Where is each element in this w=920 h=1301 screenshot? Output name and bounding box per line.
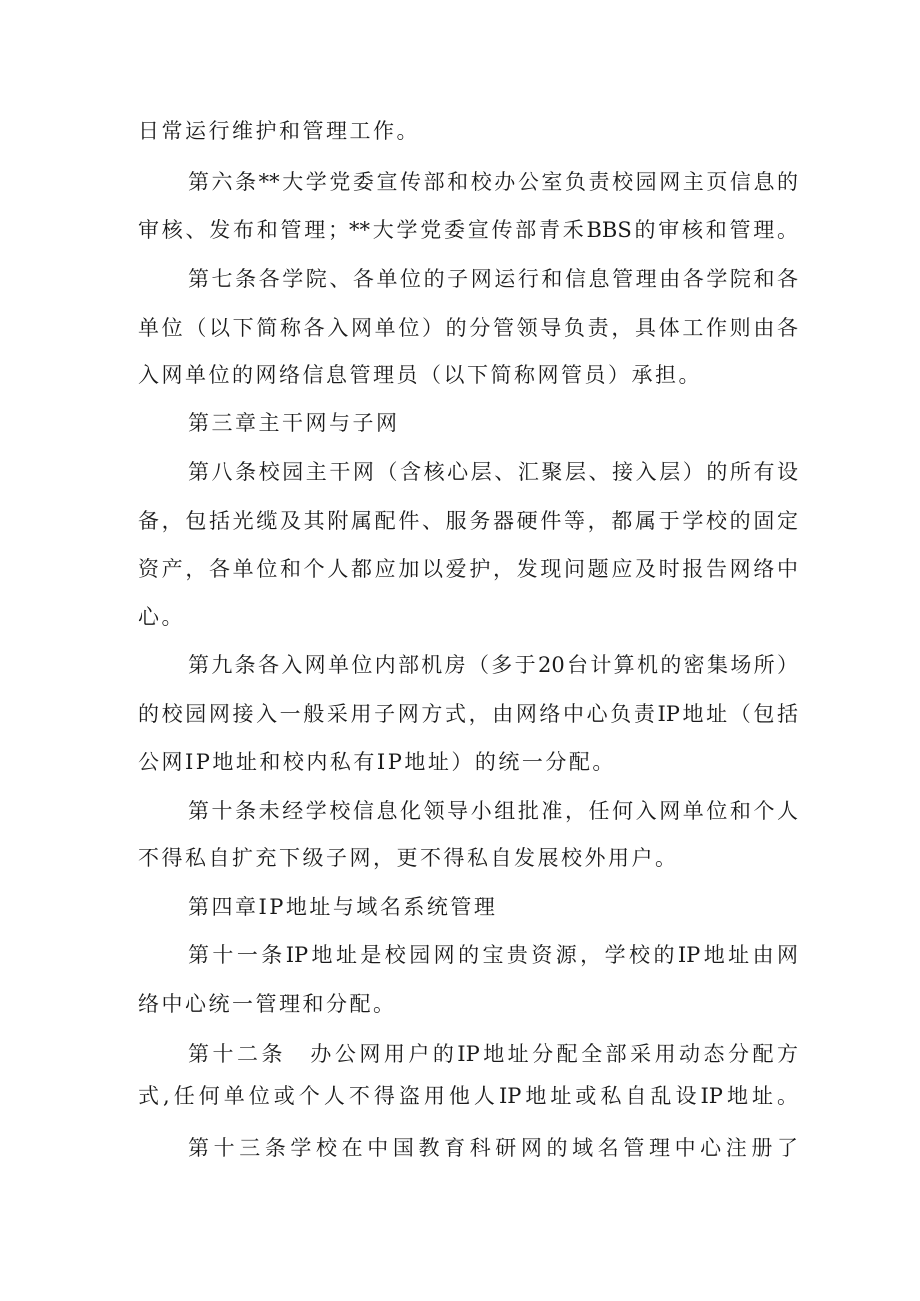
text-line-21: 式,任何单位或个人不得盗用他人IP地址或私自乱设IP地址。 bbox=[138, 1084, 798, 1108]
text-line-6: 入网单位的网络信息管理员（以下简称网管员）承担。 bbox=[138, 363, 702, 387]
text-line-19: 络中心统一管理和分配。 bbox=[138, 992, 397, 1016]
text-line-18: 第十一条IP地址是校园网的宝贵资源，学校的IP地址由网 bbox=[188, 943, 798, 967]
text-line-11: 心。 bbox=[138, 605, 185, 629]
text-line-4: 第七条各学院、各单位的子网运行和信息管理由各学院和各 bbox=[188, 267, 798, 291]
text-line-12: 第九条各入网单位内部机房（多于20台计算机的密集场所） bbox=[188, 653, 798, 677]
text-line-14: 公网IP地址和校内私有IP地址）的统一分配。 bbox=[138, 750, 616, 774]
text-line-13: 的校园网接入一般采用子网方式，由网络中心负责IP地址（包括 bbox=[138, 702, 798, 726]
text-line-1: 日常运行维护和管理工作。 bbox=[138, 119, 420, 143]
text-line-16: 不得私自扩充下级子网，更不得私自发展校外用户。 bbox=[138, 846, 679, 870]
text-line-3: 审核、发布和管理；**大学党委宣传部青禾BBS的审核和管理。 bbox=[138, 218, 798, 242]
text-line-9: 备，包括光缆及其附属配件、服务器硬件等，都属于学校的固定 bbox=[138, 509, 798, 533]
text-line-20: 第十二条 办公网用户的IP地址分配全部采用动态分配方 bbox=[188, 1042, 798, 1066]
text-line-22: 第十三条学校在中国教育科研网的域名管理中心注册了 bbox=[188, 1136, 798, 1160]
text-line-5: 单位（以下简称各入网单位）的分管领导负责，具体工作则由各 bbox=[138, 316, 798, 340]
chapter-heading-4: 第四章IP地址与域名系统管理 bbox=[188, 895, 498, 919]
text-line-8: 第八条校园主干网（含核心层、汇聚层、接入层）的所有设 bbox=[188, 460, 798, 484]
chapter-heading-3: 第三章主干网与子网 bbox=[188, 411, 400, 435]
text-line-10: 资产，各单位和个人都应加以爱护，发现问题应及时报告网络中 bbox=[138, 557, 798, 581]
text-line-15: 第十条未经学校信息化领导小组批准，任何入网单位和个人 bbox=[188, 799, 798, 823]
text-line-2: 第六条**大学党委宣传部和校办公室负责校园网主页信息的 bbox=[188, 170, 798, 194]
